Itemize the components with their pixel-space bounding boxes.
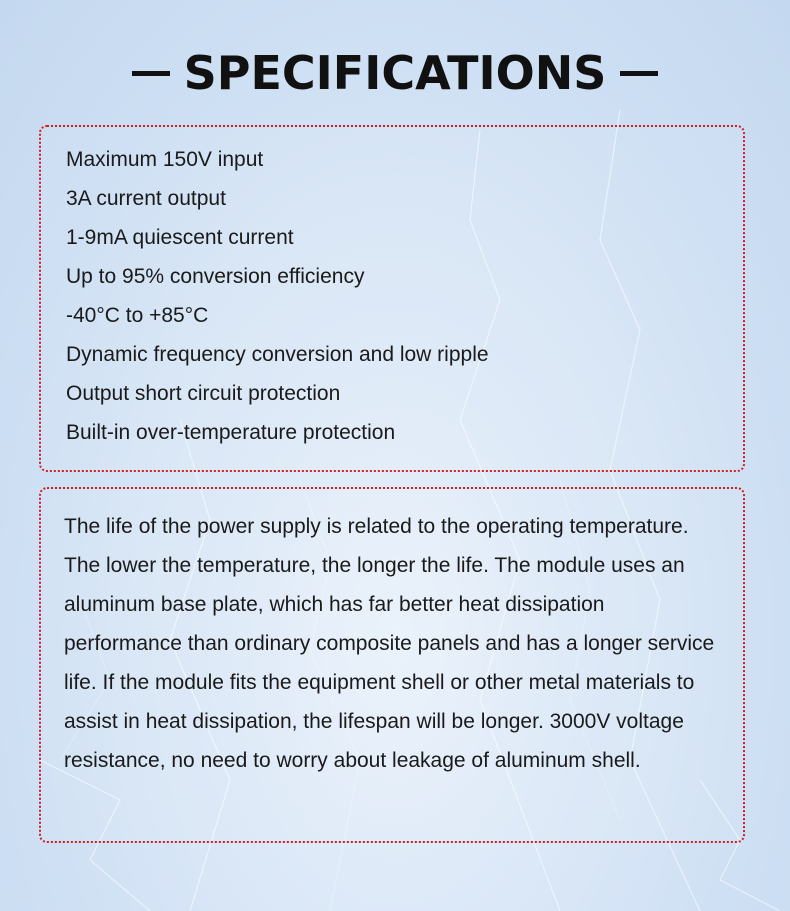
spec-item: Dynamic frequency conversion and low ripple (66, 343, 489, 366)
spec-item: Output short circuit protection (66, 382, 341, 405)
spec-item: Up to 95% conversion efficiency (66, 265, 365, 288)
specs-list (41, 127, 743, 457)
description-text: The life of the power supply is related to the operating temperature. The lower the temperature, the longer the life. The module uses an aluminum base plate, which has far better heat dissipation performance than ordinary composite panels and has a longer service life. If the module fits the equipment shell or other metal materials to assist in heat dissipation, the lifespan will be longer. 3000V voltage resistance, no need to worry about leakage of aluminum shell. (64, 515, 715, 772)
page-title: SPECIFICATIONS (183, 46, 607, 100)
title-dash-left (132, 71, 170, 76)
page-header (0, 38, 790, 108)
spec-item: Maximum 150V input (66, 148, 264, 171)
description-panel (39, 487, 745, 843)
spec-item: 3A current output (66, 187, 226, 210)
specs-panel (39, 125, 745, 472)
spec-item: 1-9mA quiescent current (66, 226, 294, 249)
spec-item: -40°C to +85°C (66, 304, 209, 327)
title-dash-right (620, 71, 658, 76)
spec-item: Built-in over-temperature protection (66, 421, 396, 444)
